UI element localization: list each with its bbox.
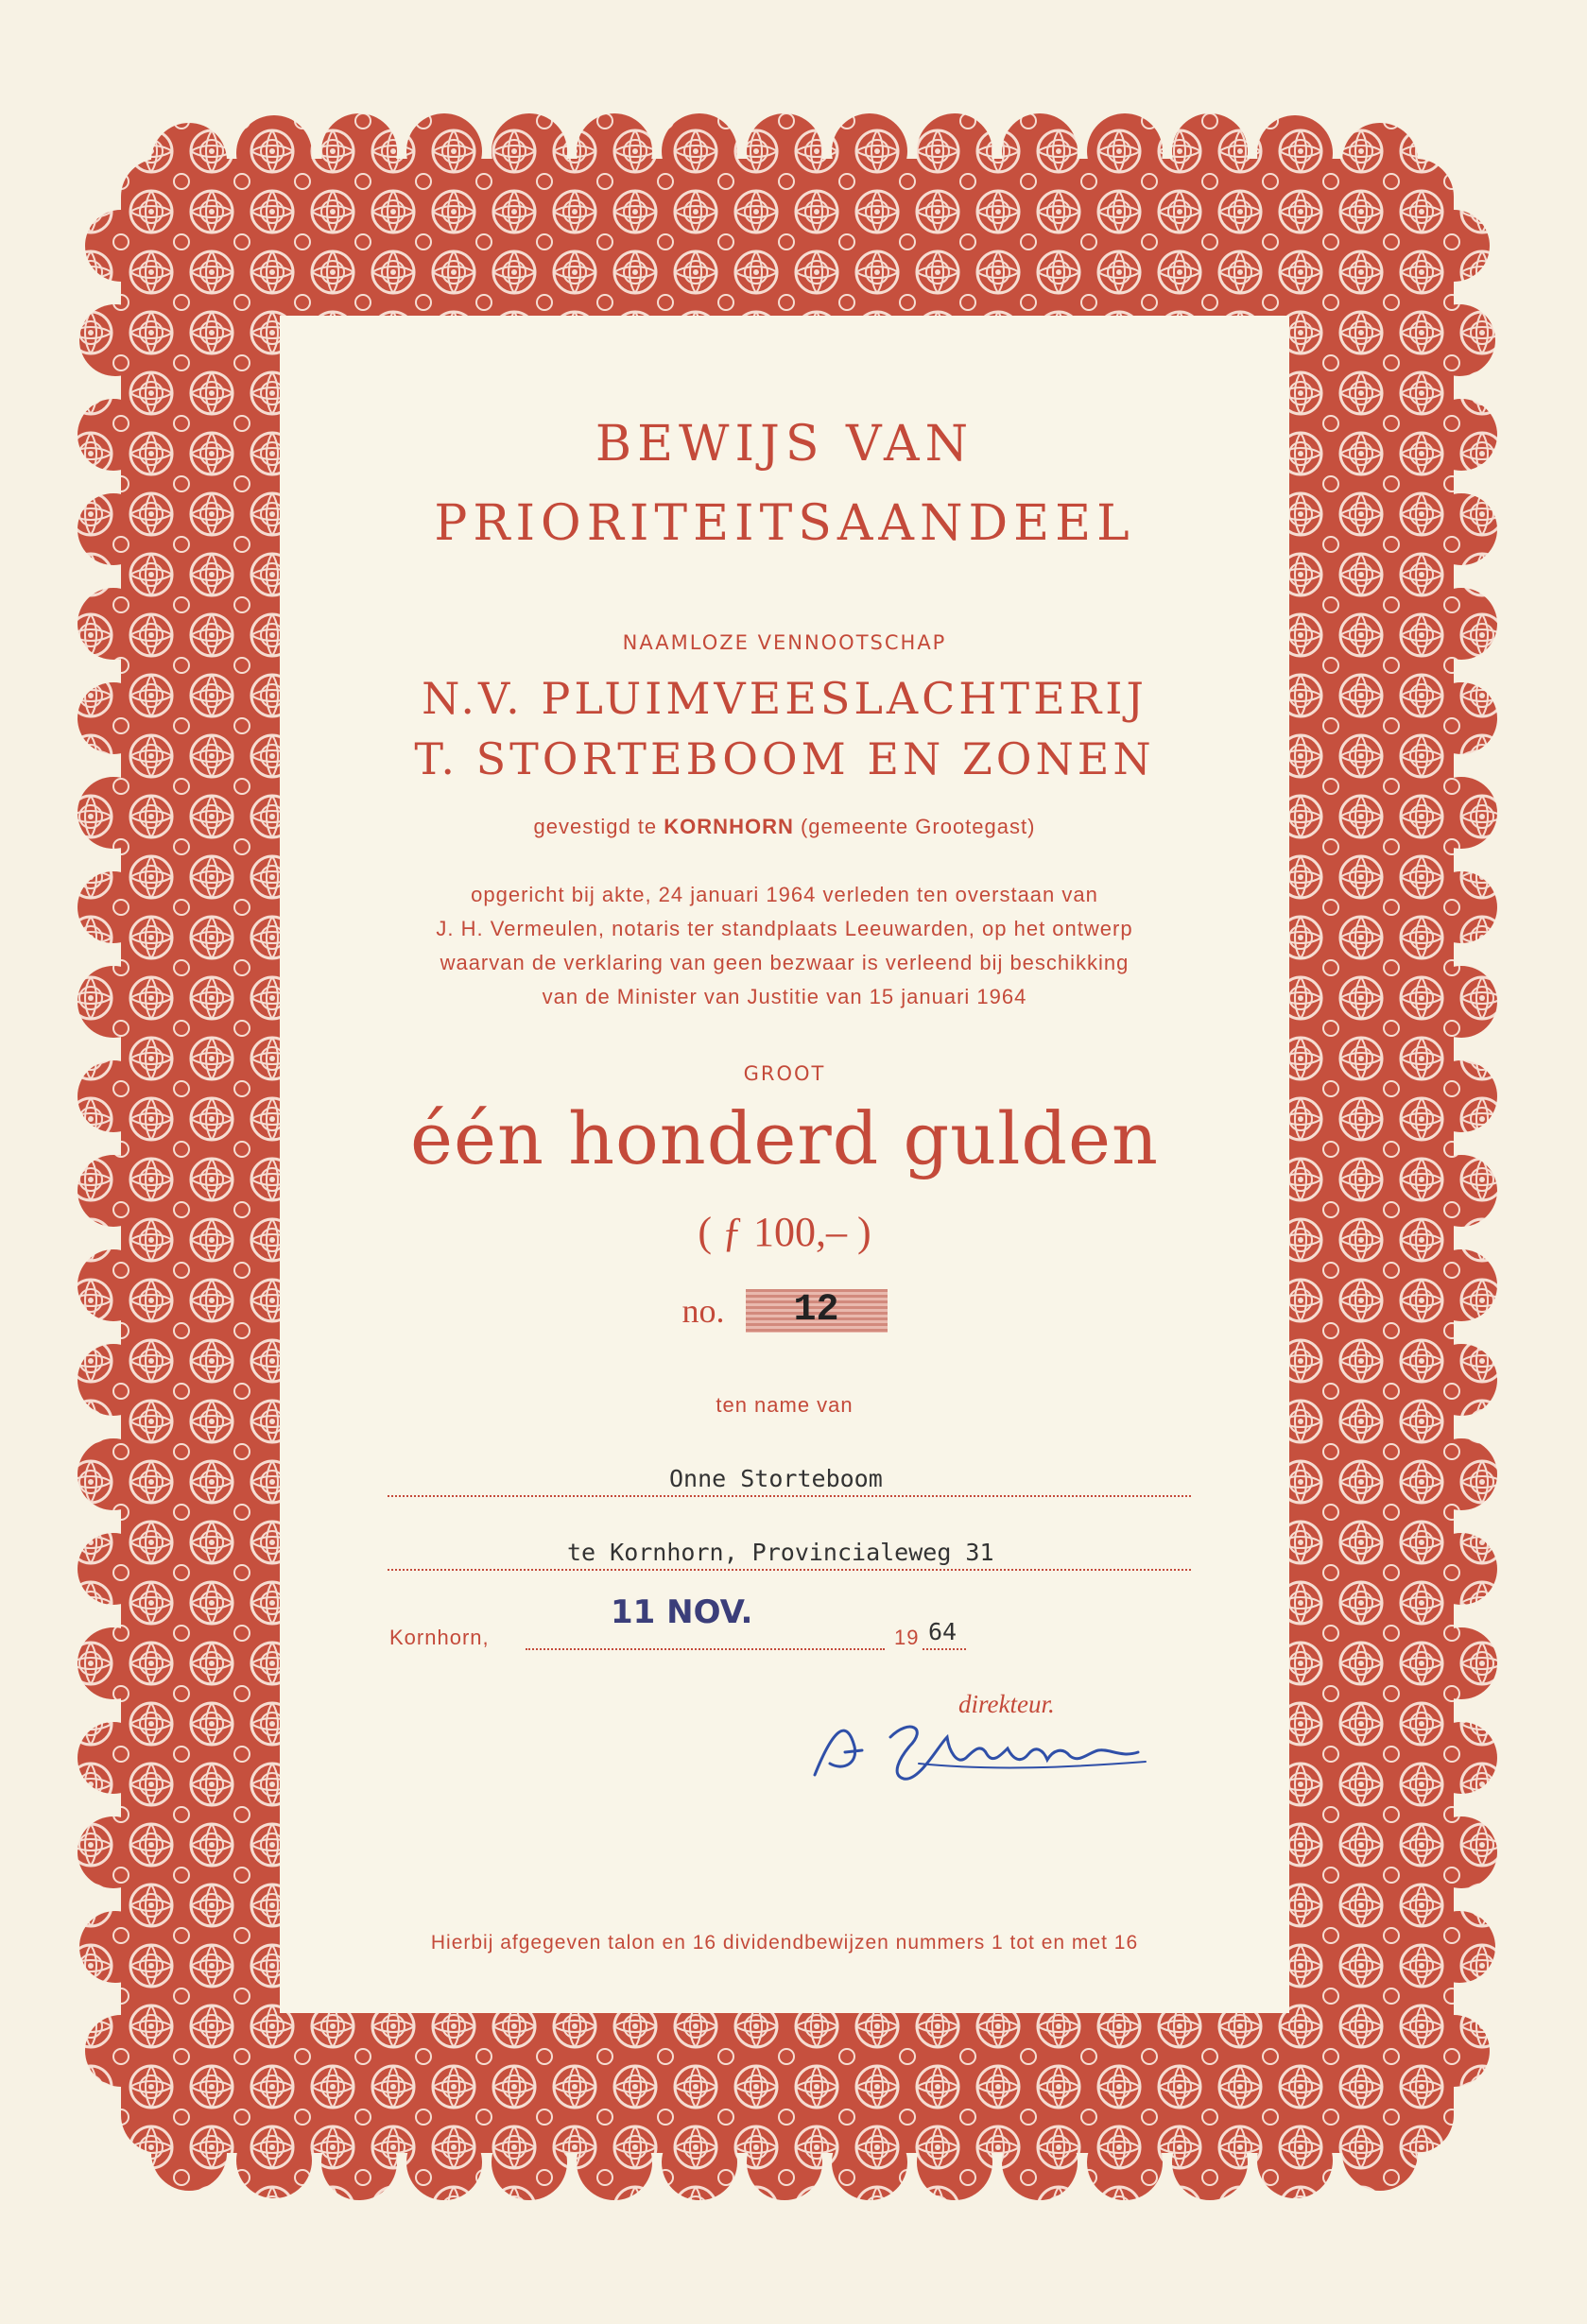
number-value: 12 (746, 1289, 888, 1333)
registered-seat (280, 815, 1289, 839)
number-label: no. (681, 1292, 725, 1330)
place-label: Kornhorn, (389, 1626, 490, 1649)
holder-address: te Kornhorn, Provincialeweg 31 (567, 1539, 994, 1566)
date-line (526, 1648, 885, 1650)
footer-note: Hierbij afgegeven talon en 16 dividendbewijzen nummers 1 tot en met 16 (430, 1932, 1139, 1954)
company-name-line-1: N.V. PLUIMVEESLACHTERIJ (422, 673, 1147, 724)
holder-address-line (388, 1569, 1191, 1571)
year-suffix: 64 (928, 1618, 957, 1645)
seat-place: KORNHORN (664, 815, 794, 838)
in-name-of-label: ten name van (716, 1393, 854, 1417)
founding-line-1: opgericht bij akte, 24 januari 1964 verleden ten overstaan van (471, 883, 1098, 906)
title-line-2: PRIORITEITSAANDEEL (434, 495, 1135, 552)
founding-line-2: J. H. Vermeulen, notaris ter standplaats Leeuwarden, op het ontwerp (436, 917, 1133, 940)
company-name-line-2: T. STORTEBOOM EN ZONEN (414, 733, 1155, 784)
founding-line-4: van de Minister van Justitie van 15 januari 1964 (542, 985, 1027, 1008)
certificate-number (280, 1289, 1289, 1333)
date-stamp: 11 NOV. (611, 1593, 753, 1631)
amount-text: één honderd gulden (410, 1096, 1159, 1180)
holder-name-line (388, 1495, 1191, 1497)
seat-prefix: gevestigd te (533, 815, 658, 838)
founding-line-3: waarvan de verklaring van geen bezwaar is verleend bij beschikking (440, 951, 1130, 974)
signatory-title: direkteur. (958, 1690, 1055, 1718)
seat-suffix: (gemeente Grootegast) (800, 815, 1036, 838)
year-line (923, 1648, 966, 1650)
holder-name: Onne Storteboom (669, 1465, 883, 1492)
title-line-1: BEWIJS VAN (595, 416, 975, 473)
year-prefix: 19 (894, 1626, 920, 1649)
company-type: NAAMLOZE VENNOOTSCHAP (622, 631, 947, 654)
signature-mark (805, 1709, 1164, 1794)
amount-number: ( ƒ 100,– ) (698, 1209, 871, 1255)
groot-label: GROOT (743, 1062, 826, 1085)
